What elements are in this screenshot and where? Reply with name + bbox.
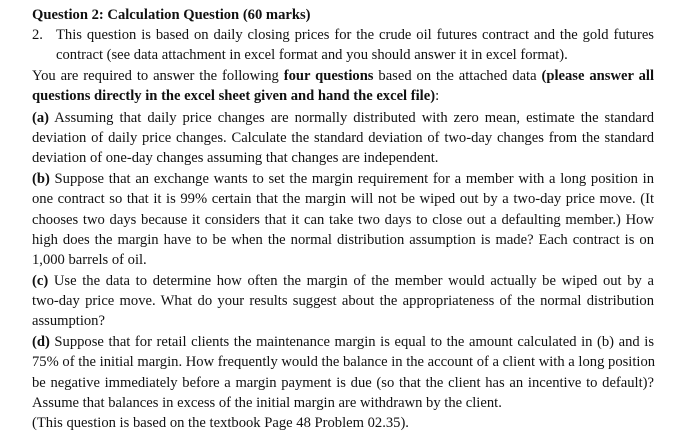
part-a-line-2: deviation of daily price changes. Calculate the standard deviation of two-day changes from the standard xyxy=(32,130,654,146)
question-heading: Question 2: Calculation Question (60 marks) xyxy=(32,7,311,23)
required-line-2: questions directly in the excel sheet given and hand the excel file): xyxy=(32,88,440,104)
part-b-line-5: 1,000 barrels of oil. xyxy=(32,252,147,268)
part-a-line-1: (a) Assuming that daily price changes are normally distributed with zero mean, estimate the standard xyxy=(32,110,654,126)
part-d-line-1: (d) Suppose that for retail clients the maintenance margin is equal to the amount calculated in (b) and is xyxy=(32,334,654,350)
part-d-line-4: Assume that balances in excess of the initial margin are withdrawn by the client. xyxy=(32,395,502,411)
required-line-1: You are required to answer the following four questions based on the attached data (please answer all xyxy=(32,68,654,84)
part-c-line-3: assumption? xyxy=(32,313,105,329)
intro-line-2: contract (see data attachment in excel format and you should answer it in excel format). xyxy=(56,47,568,63)
part-d-label: (d) xyxy=(32,334,50,350)
part-d-line-2: 75% of the initial margin. How frequently would the balance in the account of a client with a long position xyxy=(32,354,656,370)
intro-line-1: This question is based on daily closing prices for the crude oil futures contract and the gold futures xyxy=(56,27,654,43)
part-a-line-3: deviation of one-day changes assuming that changes are independent. xyxy=(32,150,439,166)
part-b-line-2: one contract so that it is 99% certain that the margin will not be wiped out by a two-day price move. (It xyxy=(32,191,654,207)
item-number: 2. xyxy=(32,27,43,43)
part-b-line-3: chooses two days because it considers that it can take two days to close out a defaulting member.) How xyxy=(32,212,654,228)
part-d-line-3: be negative immediately before a margin payment is due (so that the client has an incentive to default)? xyxy=(32,375,654,391)
source-note: (This question is based on the textbook Page 48 Problem 02.35). xyxy=(32,415,409,431)
part-c-line-1: (c) Use the data to determine how often the margin of the member would actually be wiped out by a xyxy=(32,273,654,289)
part-b-line-1: (b) Suppose that an exchange wants to set the margin requirement for a member with a long position in xyxy=(32,171,654,187)
part-a-label: (a) xyxy=(32,110,50,126)
part-c-line-2: two-day price move. What do your results suggest about the appropriateness of the normal distribution xyxy=(32,293,654,309)
part-c-label: (c) xyxy=(32,273,49,289)
part-b-line-4: high does the margin have to be when the normal distribution assumption is made? Each contract is on xyxy=(32,232,654,248)
part-b-label: (b) xyxy=(32,171,50,187)
